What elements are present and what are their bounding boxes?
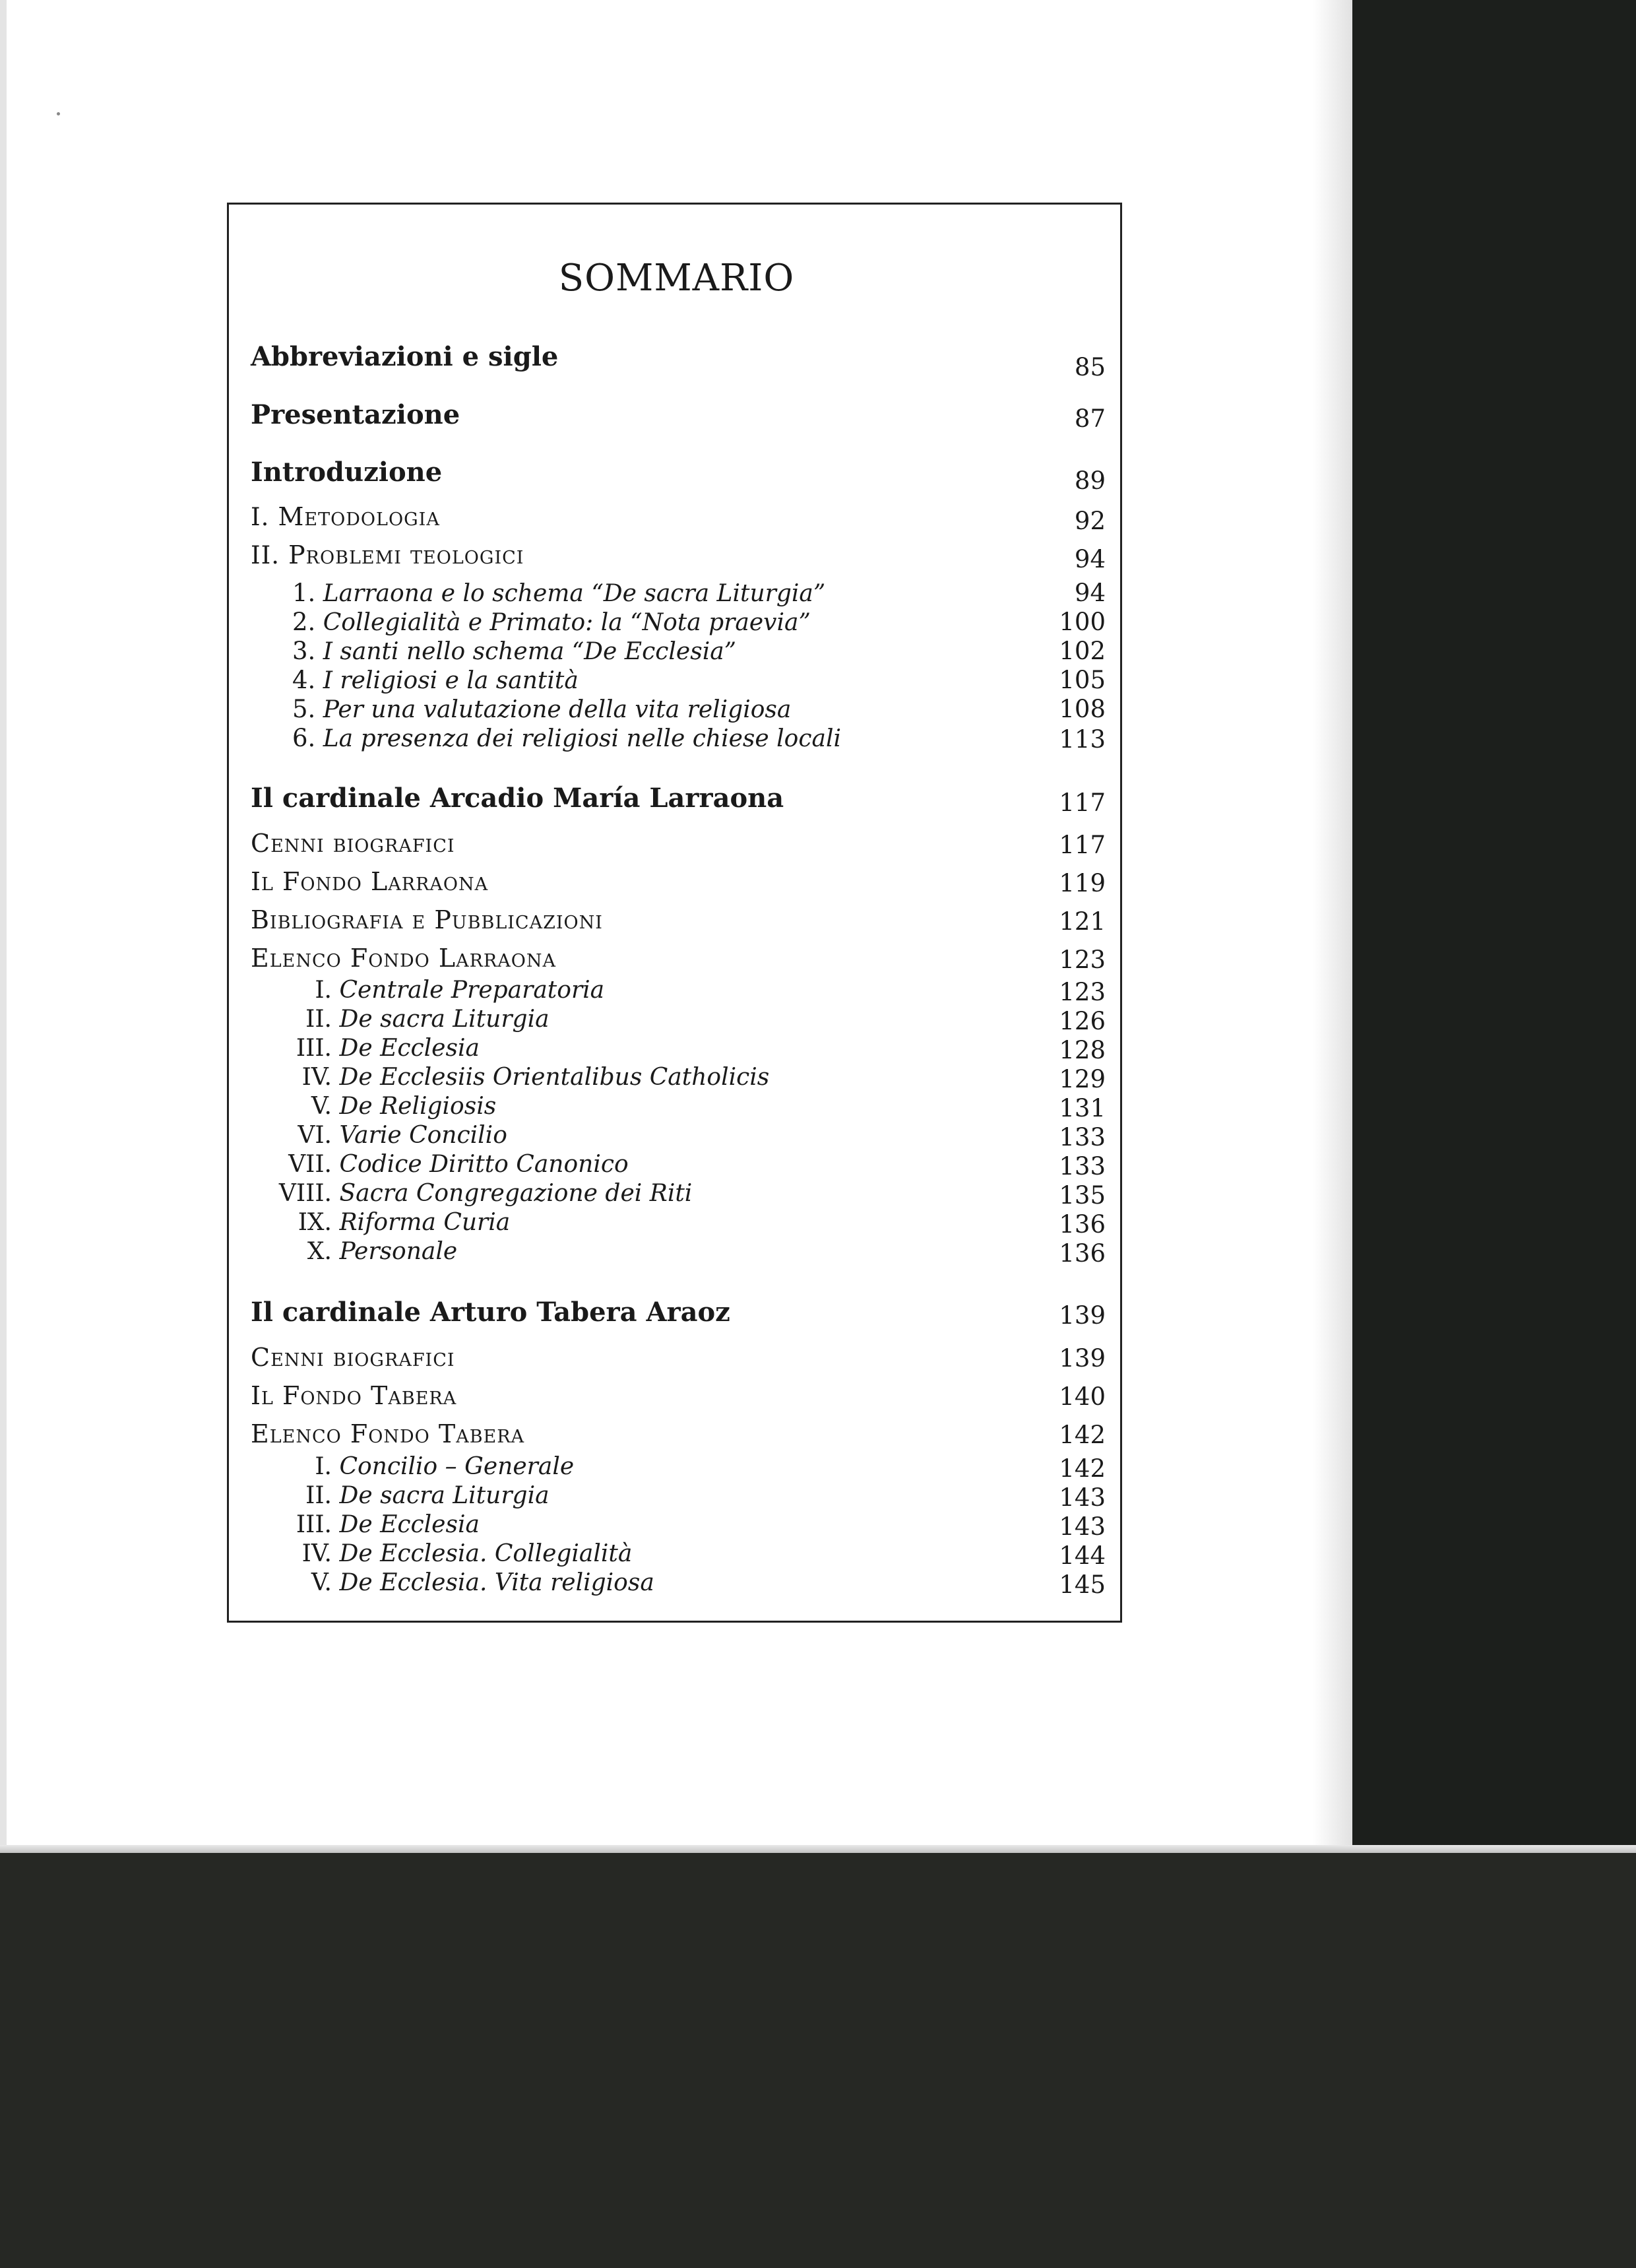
toc-page-number: 105 bbox=[1059, 666, 1106, 694]
toc-page-number: 139 bbox=[1059, 1301, 1106, 1330]
scanner-background-bottom bbox=[0, 1853, 1636, 2268]
toc-entry: X. Personale bbox=[307, 1238, 458, 1265]
toc-entry: 2. Collegialità e Primato: la “Nota praevia” bbox=[292, 608, 811, 636]
toc-page-number: 131 bbox=[1059, 1094, 1106, 1122]
toc-entry: Il cardinale Arcadio María Larraona bbox=[251, 783, 784, 814]
toc-entry: I. Centrale Preparatoria bbox=[315, 977, 605, 1004]
toc-page-number: 142 bbox=[1059, 1421, 1106, 1449]
toc-page-number: 133 bbox=[1059, 1152, 1106, 1181]
toc-entry: 4. I religiosi e la santità bbox=[292, 666, 579, 694]
toc-entry: 6. La presenza dei religiosi nelle chiese locali bbox=[292, 724, 841, 752]
toc-page-number: 94 bbox=[1074, 545, 1106, 573]
toc-page-number: 121 bbox=[1059, 907, 1106, 936]
toc-entry: II. Problemi teologici bbox=[251, 540, 524, 569]
toc-page-number: 129 bbox=[1059, 1065, 1106, 1093]
toc-page-number: 136 bbox=[1059, 1210, 1106, 1239]
toc-page-number: 136 bbox=[1059, 1239, 1106, 1268]
toc-page-number: 140 bbox=[1059, 1382, 1106, 1411]
toc-entry: I. Concilio – Generale bbox=[315, 1453, 575, 1480]
toc-page-number: 142 bbox=[1059, 1454, 1106, 1483]
toc-page-number: 126 bbox=[1059, 1007, 1106, 1035]
toc-entry: VIII. Sacra Congregazione dei Riti bbox=[278, 1180, 693, 1207]
toc-entry: Cenni biografici bbox=[251, 829, 455, 858]
toc-entry: III. De Ecclesia bbox=[296, 1511, 480, 1538]
toc-page-number: 100 bbox=[1059, 608, 1106, 636]
toc-page-number: 85 bbox=[1074, 353, 1106, 381]
toc-entry: 5. Per una valutazione della vita religiosa bbox=[292, 695, 792, 723]
scanner-background-right bbox=[1352, 0, 1636, 1854]
toc-entry: VI. Varie Concilio bbox=[298, 1122, 507, 1149]
toc-page-number: 117 bbox=[1059, 789, 1106, 817]
page-gutter-shadow bbox=[1313, 0, 1354, 1854]
toc-entry: Il Fondo Tabera bbox=[251, 1381, 457, 1410]
toc-page-number: 87 bbox=[1074, 405, 1106, 433]
toc-page-number: 133 bbox=[1059, 1123, 1106, 1151]
toc-entry: Abbreviazioni e sigle bbox=[251, 341, 559, 372]
toc-entry: IX. Riforma Curia bbox=[298, 1209, 511, 1236]
toc-page-number: 123 bbox=[1059, 978, 1106, 1006]
toc-page-number: 144 bbox=[1059, 1541, 1106, 1570]
toc-entry: Il cardinale Arturo Tabera Araoz bbox=[251, 1297, 730, 1328]
toc-entry: V. De Ecclesia. Vita religiosa bbox=[311, 1569, 654, 1596]
toc-entry: 1. Larraona e lo schema “De sacra Liturgia” bbox=[292, 579, 826, 607]
toc-entry: VII. Codice Diritto Canonico bbox=[288, 1151, 629, 1178]
toc-page-number: 145 bbox=[1059, 1571, 1106, 1599]
toc-entry: Introduzione bbox=[251, 457, 443, 488]
toc-page-number: 113 bbox=[1059, 725, 1106, 754]
page-left-edge bbox=[0, 0, 7, 1848]
toc-entry: 3. I santi nello schema “De Ecclesia” bbox=[292, 637, 737, 665]
toc-entry: Cenni biografici bbox=[251, 1343, 455, 1372]
toc-title: SOMMARIO bbox=[558, 257, 795, 300]
toc-page-number: 128 bbox=[1059, 1036, 1106, 1064]
toc-entry: Elenco Fondo Tabera bbox=[251, 1419, 525, 1448]
toc-page-number: 89 bbox=[1074, 467, 1106, 495]
toc-entry: II. De sacra Liturgia bbox=[305, 1482, 550, 1509]
toc-page-number: 94 bbox=[1074, 579, 1106, 607]
table-of-contents-box bbox=[227, 203, 1122, 1623]
toc-entry: Bibliografia e Pubblicazioni bbox=[251, 905, 603, 934]
toc-page-number: 108 bbox=[1059, 695, 1106, 723]
toc-entry: Presentazione bbox=[251, 399, 460, 430]
toc-entry: II. De sacra Liturgia bbox=[305, 1006, 550, 1033]
toc-page-number: 143 bbox=[1059, 1512, 1106, 1541]
dust-speck bbox=[57, 112, 60, 115]
toc-page-number: 102 bbox=[1059, 637, 1106, 665]
toc-entry: IV. De Ecclesia. Collegialità bbox=[301, 1540, 633, 1567]
toc-page-number: 135 bbox=[1059, 1181, 1106, 1210]
toc-page-number: 143 bbox=[1059, 1483, 1106, 1512]
toc-entry: III. De Ecclesia bbox=[296, 1035, 480, 1062]
toc-page-number: 139 bbox=[1059, 1344, 1106, 1373]
toc-entry: V. De Religiosis bbox=[311, 1093, 497, 1120]
toc-entry: I. Metodologia bbox=[251, 502, 440, 531]
toc-page-number: 123 bbox=[1059, 946, 1106, 974]
toc-entry: IV. De Ecclesiis Orientalibus Catholicis bbox=[301, 1064, 770, 1091]
toc-page-number: 119 bbox=[1059, 869, 1106, 897]
toc-entry: Elenco Fondo Larraona bbox=[251, 944, 557, 973]
toc-entry: Il Fondo Larraona bbox=[251, 867, 489, 896]
toc-page-number: 92 bbox=[1074, 507, 1106, 535]
toc-page-number: 117 bbox=[1059, 831, 1106, 859]
